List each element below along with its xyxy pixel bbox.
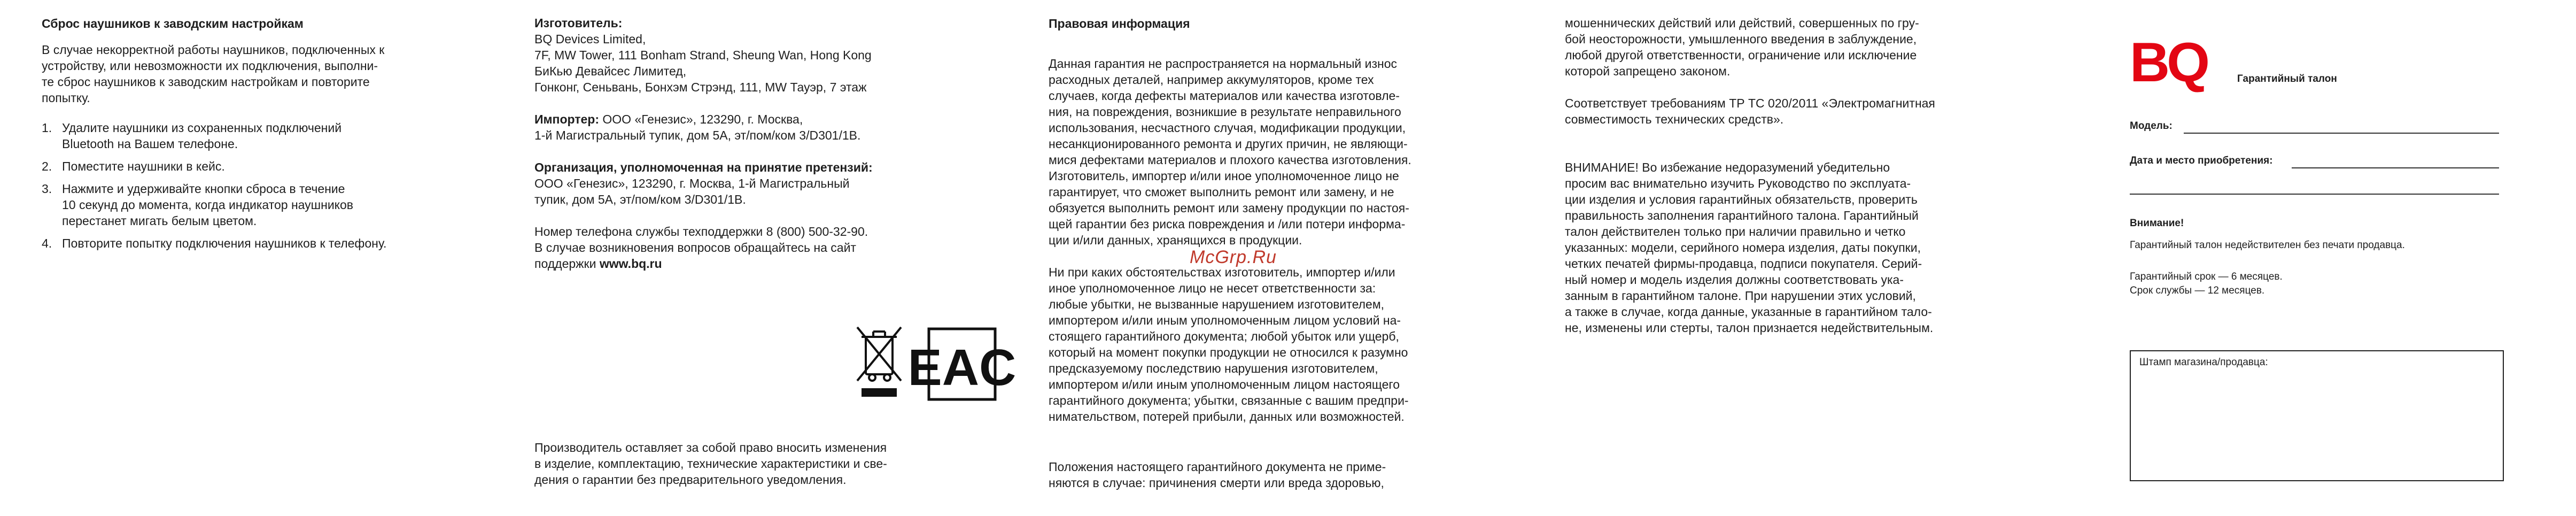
step-text: Удалите наушники из сохраненных подключений Bluetooth на Вашем телефоне.: [62, 121, 342, 151]
liability-section: [1565, 15, 2046, 336]
legal-paragraph-1: Данная гарантия не распространяется на нормальный износ расходных деталей, например аккумуляторов, кроме тех случаев, когда дефекты материалов или качества изготовле- ния, на повреждения, возникшие в результате неправильного использования, несчастного случая, модификации продукции, несанкционированного ремонта и других причин, не являющи- мися дефектами материалов и плохого качества изготовления. Изготовитель, импортер и/или иное уполномоченное лицо не гарантирует, что сможет выполнить ремонт или замену, и не обязуется выполнить ремонт или замену продукции по настоя- щей гарантии без риска повреждения и /или потери информа- ции и/или данных, хранящихся в продукции.: [1049, 57, 1411, 247]
reset-steps-list: [42, 120, 491, 251]
watermark-text: McGrp.Ru: [1190, 247, 1277, 267]
bq-logo-icon: [2130, 32, 2223, 94]
legal-paragraph-3: Положения настоящего гарантийного документа не приме- няются в случае: причинения смерти или вреда здоровью,: [1049, 460, 1386, 490]
compliance-paragraph: Соответствует требованиям ТР ТС 020/2011 «Электромагнитная совместимость технических средств».: [1565, 96, 1935, 126]
eac-mark-label: EAC: [907, 339, 1017, 396]
manufacturer-section: [534, 15, 978, 272]
support-paragraph: [534, 224, 978, 272]
step-text: Нажмите и удерживайте кнопки сброса в течение 10 секунд до момента, когда индикатор наушников перестанет мигать белым цветом.: [62, 182, 354, 228]
reserve-rights-text: Производитель оставляет за собой право вносить изменения в изделие, комплектацию, технические характеристики и све- дения о гарантии без предварительного уведомления.: [534, 441, 887, 487]
step-number: 1.: [42, 121, 52, 135]
legal-paragraph-2: Ни при каких обстоятельствах изготовитель, импортер и/или иное уполномоченное лицо не несет ответственности за: любые убытки, не вызванные нарушением изготовителем, импортером и/или иным уполномоченным лицом условий на- стоящего гарантийного документа; любой убыток или ущерб, который на момент покупки продукции не относился к разумно предсказуемому последствию нарушения изготовителем, импортером и/или иным уполномоченным лицом настоящего гарантийного документа; убытки, связанные с вашим предпри- нимательством, потерей прибыли, данных или возможностей.: [1049, 265, 1409, 423]
stamp-label: Штамп магазина/продавца:: [2139, 357, 2268, 368]
attention-paragraph: ВНИМАНИЕ! Во избежание недоразумений убедительно просим вас внимательно изучить Руководство по эксплуата- ции изделия и условия гарантийных обязательств, проверить правильность заполнения гарантийного талона. Гарантийный талон действителен только при наличии правильно и четко указанных: модели, серийного номера изделия, даты покупки, четких печатей фирмы-продавца, подписи покупателя. Серий- ный номер и модель изделия должны соответствовать ука- занным в гарантийном талоне. При нарушении этих условий, а также в случае, когда данные, указанные в гарантийном тало- не, изменены или стерты, талон признается недействительным.: [1565, 160, 1934, 335]
eac-mark-icon: [907, 327, 1017, 401]
legal-section: [1049, 15, 1498, 425]
card-attention-text: Гарантийный талон недействителен без печати продавца.: [2130, 240, 2405, 251]
reset-step: [42, 235, 491, 251]
purchase-place-line[interactable]: [2130, 194, 2499, 195]
support-text: Номер телефона службы техподдержки 8 (800) 500-32-90. В случае возникновения вопросов обращайтесь на сайт поддержки: [534, 225, 868, 271]
claims-text: ООО «Генезис», 123290, г. Москва, 1-й Магистральный тупик, дом 5А, эт/пом/ком 3/D301/1В.: [534, 176, 850, 206]
model-field-label: Модель:: [2130, 120, 2172, 132]
purchase-date-line[interactable]: [2292, 167, 2499, 168]
importer-label: Импортер:: [534, 112, 599, 126]
card-attention-label: Внимание!: [2130, 218, 2184, 229]
reset-intro: В случае некорректной работы наушников, подключенных к устройству, или невозможности их подключения, выполни- те сброс наушников к заводским настройкам и повторите попытку.: [42, 43, 385, 105]
card-title: Гарантийный талон: [2237, 73, 2337, 84]
model-field-line[interactable]: [2184, 133, 2499, 134]
manufacturer-text: BQ Devices Limited, 7F, MW Tower, 111 Bonham Strand, Sheung Wan, Hong Kong БиКью Девайсес Лимитед, Гонконг, Сеньвань, Бонхэм Стрэнд, 111, MW Тауэр, 7 этаж: [534, 32, 872, 94]
reset-section: [42, 15, 491, 258]
claims-label: Организация, уполномоченная на принятие претензий:: [534, 160, 873, 174]
legal-title: Правовая информация: [1049, 17, 1190, 30]
reset-step: [42, 120, 491, 152]
manufacturer-label: Изготовитель:: [534, 16, 623, 30]
reset-step: [42, 181, 491, 229]
step-text: Поместите наушники в кейс.: [62, 159, 225, 173]
step-number: 4.: [42, 236, 52, 250]
warranty-terms: Гарантийный срок — 6 месяцев. Срок службы — 12 месяцев.: [2130, 271, 2283, 296]
stamp-box: [2130, 350, 2504, 481]
step-number: 3.: [42, 182, 52, 196]
reset-step: [42, 158, 491, 174]
liability-paragraph: мошеннических действий или действий, совершенных по гру- бой неосторожности, умышленного введения в заблуждение, любой другой ответственности, ограничение или исключение которой запрещено законом.: [1565, 16, 1919, 78]
importer-text: ООО «Генезис», 123290, г. Москва, 1-й Магистральный тупик, дом 5А, эт/пом/ком 3/D301/1В.: [534, 112, 861, 142]
importer-paragraph: [534, 111, 978, 143]
support-site-link[interactable]: www.bq.ru: [599, 257, 662, 271]
reset-title: Сброс наушников к заводским настройкам: [42, 17, 304, 30]
bq-logo-text: BQ: [2130, 32, 2207, 94]
step-number: 2.: [42, 159, 52, 173]
purchase-date-label: Дата и место приобретения:: [2130, 155, 2273, 166]
step-text: Повторите попытку подключения наушников к телефону.: [62, 236, 387, 250]
